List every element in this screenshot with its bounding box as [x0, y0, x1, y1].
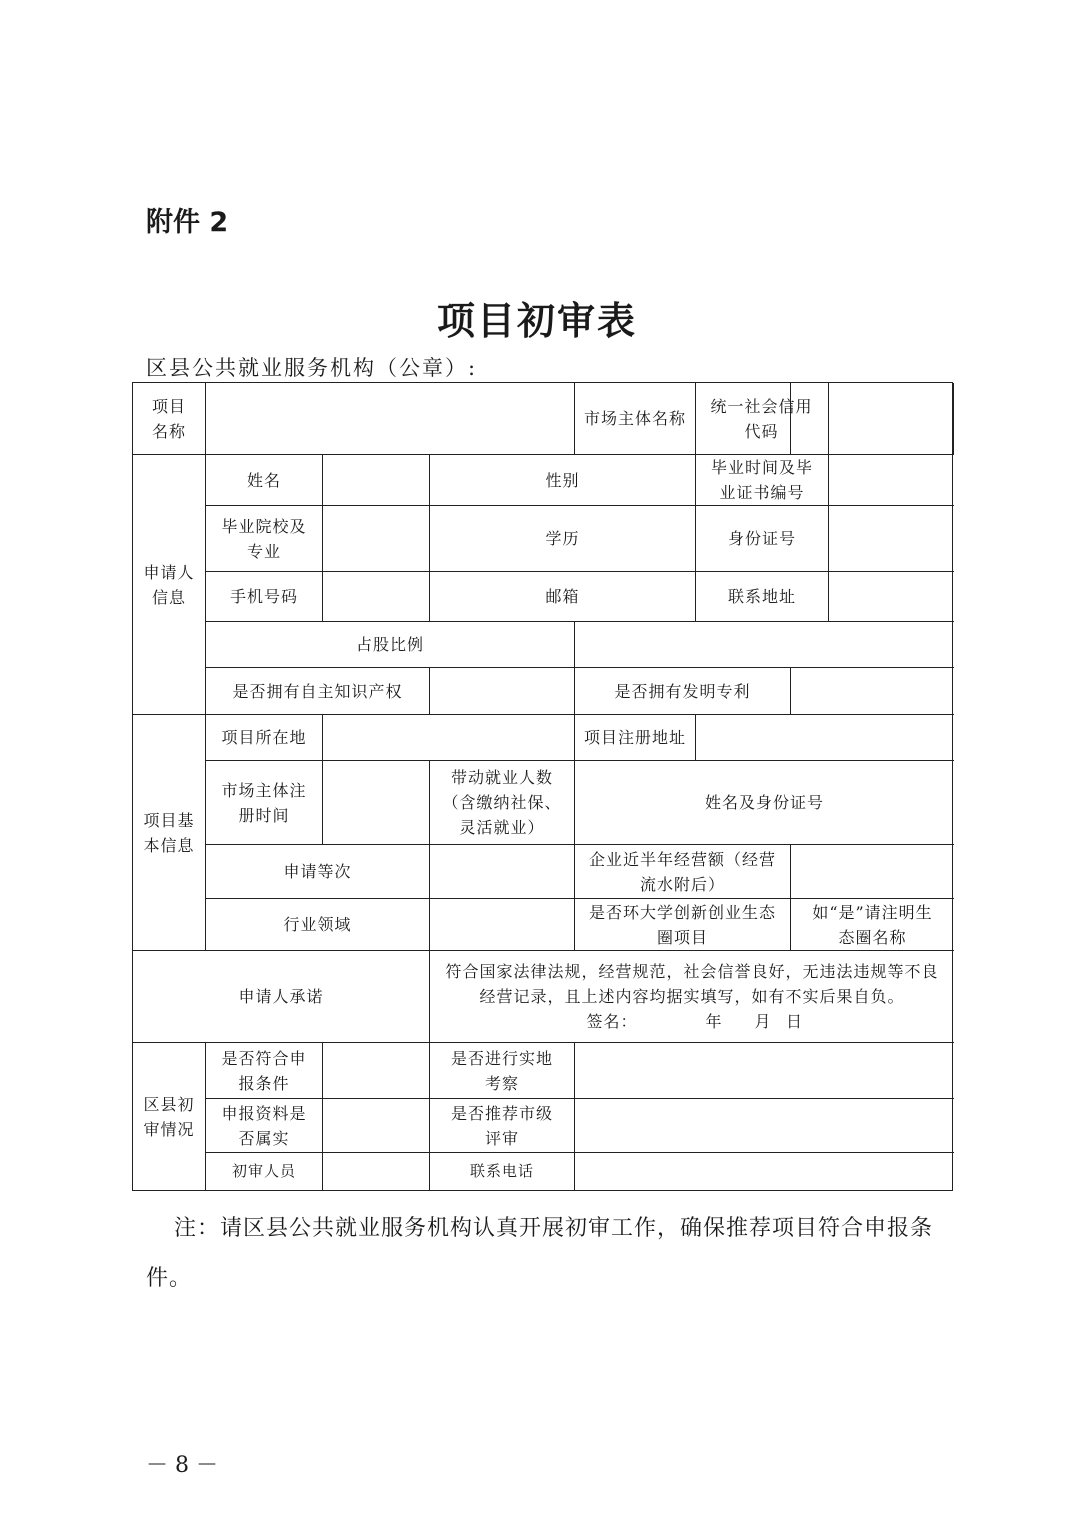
field-name[interactable] [323, 455, 430, 506]
label-invention-patent: 是否拥有发明专利 [575, 668, 791, 715]
commitment-block [430, 951, 954, 1043]
label-education: 学历 [430, 506, 696, 572]
field-phone[interactable] [323, 572, 430, 622]
label-name-and-id: 姓名及身份证号 [575, 761, 954, 845]
label-site-inspection: 是否进行实地 考察 [430, 1043, 575, 1099]
label-commitment: 申请人承诺 [133, 951, 430, 1043]
field-invention-patent[interactable] [791, 668, 954, 715]
label-school-major: 毕业院校及 专业 [206, 506, 323, 572]
footnote: 注：请区县公共就业服务机构认真开展初审工作，确保推荐项目符合申报条件。 [146, 1216, 934, 1291]
label-grad-time-cert: 毕业时间及毕 业证书编号 [696, 455, 829, 506]
commitment-text: 符合国家法律法规，经营规范，社会信誉良好，无违法违规等不良经营记录，且上述内容均据实填写，如有不实后果自负。 [445, 962, 939, 1006]
field-project-location[interactable] [323, 715, 575, 761]
review-form-table [132, 382, 953, 1191]
label-employment-count: 带动就业人数 （含缴纳社保、 灵活就业） [430, 761, 575, 845]
field-contact-phone[interactable] [575, 1153, 954, 1190]
field-recommend-city[interactable] [575, 1099, 954, 1153]
label-name: 姓名 [206, 455, 323, 506]
field-entity-reg-time[interactable] [323, 761, 430, 845]
field-site-inspection[interactable] [575, 1043, 954, 1099]
field-meets-conditions[interactable] [323, 1043, 430, 1099]
field-materials-true[interactable] [323, 1099, 430, 1153]
day-label: 日 [786, 1012, 804, 1031]
field-credit-code[interactable] [829, 383, 952, 454]
field-grad-time-cert[interactable] [829, 455, 954, 506]
label-recommend-city: 是否推荐市级 评审 [430, 1099, 575, 1153]
label-id-number: 身份证号 [696, 506, 829, 572]
label-project-location: 项目所在地 [206, 715, 323, 761]
signature-line [440, 1009, 944, 1034]
label-ecosystem-project: 是否环大学创新创业生态 圈项目 [575, 899, 791, 951]
field-address[interactable] [829, 572, 954, 622]
field-id-number[interactable] [829, 506, 954, 572]
label-project-reg-address: 项目注册地址 [575, 715, 696, 761]
field-reviewer[interactable] [323, 1153, 430, 1190]
label-contact-phone: 联系电话 [430, 1153, 575, 1190]
label-district-review: 区县初 审情况 [133, 1043, 206, 1190]
sign-label: 签名： [586, 1012, 638, 1031]
label-half-year-revenue: 企业近半年经营额（经营 流水附后） [575, 845, 791, 899]
label-industry: 行业领域 [206, 899, 430, 951]
page-number: － 8 － [146, 1453, 218, 1478]
field-project-reg-address[interactable] [696, 715, 954, 761]
label-share-ratio: 占股比例 [206, 622, 575, 668]
field-share-ratio[interactable] [575, 622, 954, 668]
label-apply-level: 申请等次 [206, 845, 430, 899]
page-title: 项目初审表 [436, 299, 637, 343]
label-project-name: 项目 名称 [133, 383, 206, 455]
label-phone: 手机号码 [206, 572, 323, 622]
label-meets-conditions: 是否符合申 报条件 [206, 1043, 323, 1099]
field-industry[interactable] [430, 899, 575, 951]
label-email: 邮箱 [430, 572, 696, 622]
field-half-year-revenue[interactable] [791, 845, 954, 899]
field-apply-level[interactable] [430, 845, 575, 899]
attachment-label: 附件 2 [146, 207, 229, 238]
year-label: 年 [705, 1012, 723, 1031]
label-gender: 性别 [430, 455, 696, 506]
field-school-major[interactable] [323, 506, 430, 572]
label-credit-code: 统一社会信用 代码 [695, 383, 829, 454]
label-reviewer: 初审人员 [206, 1153, 323, 1190]
label-address: 联系地址 [696, 572, 829, 622]
label-project-basic-info: 项目基 本信息 [133, 715, 206, 951]
org-line: 区县公共就业服务机构（公章）: [146, 356, 478, 380]
label-ip-rights: 是否拥有自主知识产权 [206, 668, 430, 715]
field-project-name[interactable] [206, 383, 575, 455]
label-market-entity-name: 市场主体名称 [575, 383, 696, 455]
label-entity-reg-time: 市场主体注 册时间 [206, 761, 323, 845]
label-materials-true: 申报资料是 否属实 [206, 1099, 323, 1153]
label-applicant-info: 申请人 信息 [133, 455, 206, 715]
month-label: 月 [754, 1012, 772, 1031]
label-ecosystem-note: 如“是”请注明生 态圈名称 [791, 899, 954, 951]
field-ip-rights[interactable] [430, 668, 575, 715]
